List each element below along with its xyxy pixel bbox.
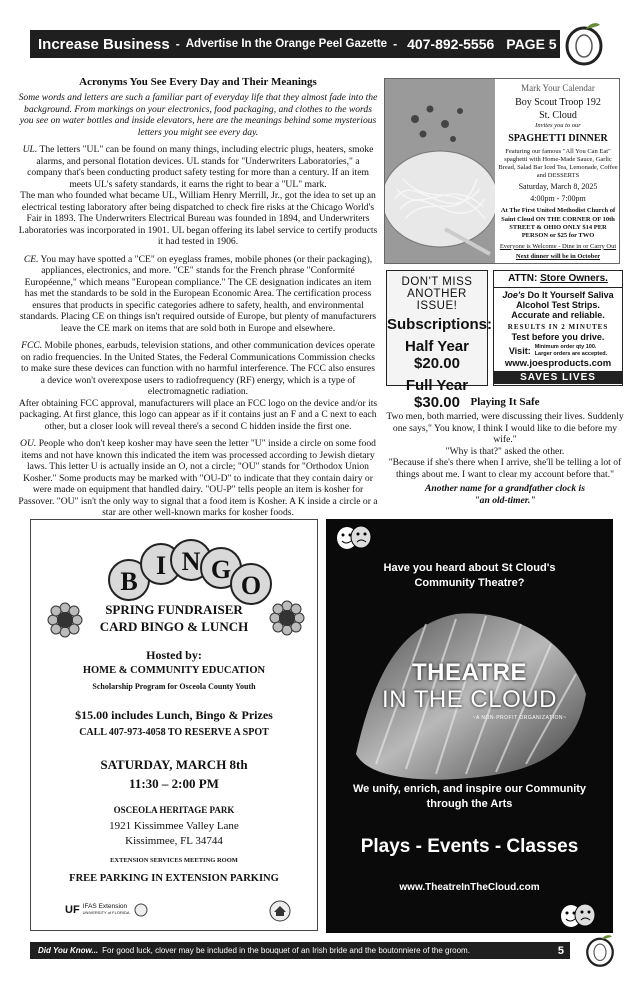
seal-icon: [134, 903, 148, 917]
header-separator: -: [175, 37, 180, 51]
spaghetti-photo: [385, 79, 495, 264]
orange-peel-logo-icon: [582, 932, 618, 968]
bingo-ball-letter: N: [181, 547, 201, 576]
bingo-ball-letter: B: [120, 567, 138, 596]
bingo-ball-letter: O: [240, 571, 262, 600]
footer-page-number: 5: [557, 944, 564, 957]
spaghetti-ad-text: Mark Your Calendar Boy Scout Troop 192 St. Cloud Invites you to our SPAGHETTI DINNER Featuring our famous "All You Can Eat" spaghetti with Home-Made Sauce, Garlic Bread, Salad Bar Iced Tea, Lemonade, Coffee and DESSERTS Saturday, March 8, 2025 4:00pm - 7:00pm At The First United Methodist Church of Saint Cloud ON THE CORNER OF 10th STREET & OHIO ONLY $14 PER PERSON or $25 for TWO Everyone is Welcome - Dine in or Carry Out Next dinner will be in October: [497, 83, 619, 264]
theatre-website: www.TheatreInTheCloud.com: [399, 882, 540, 893]
orange-peel-logo-icon: [560, 20, 608, 66]
bingo-balls: [31, 528, 317, 608]
joke-title: Playing It Safe: [470, 396, 540, 408]
home-community-logo-icon: [269, 900, 291, 922]
header-separator: -: [393, 37, 398, 51]
header-advertise: Advertise In the Orange Peel Gazette: [185, 38, 388, 50]
article-fcc: FCC. Mobile phones, earbuds, television stations, and other communication devices operate on radio frequencies. In the United States, the Federal Communications Commission checks to make sure these devices can function with no harmful interference. The FCC also ensures a device won't overexpose users to radiofrequency (RF) energy, which is a type of electromagnetic radiation. After obtaining FCC approval, manufacturers will place an FCC logo on the device and/or its packaging. At first glance, this logo can appear as if it contains just an F and a C next to each other, but a closer look will reveal there's a second C hidden inside the first one.: [18, 340, 378, 432]
bingo-fundraiser-ad: B I N G O SPRING FUNDRAISER CARD BINGO & LUNCH Hosted by: HOME & COMMUNITY EDUCATION Scholarship Program for Osceola County Youth $15.00 includes Lunch, Bingo & Prizes CALL 407-973-4058 TO RESERVE A SPOT SATURDAY, MARCH 8th 11:30 – 2:00 PM OSCEOLA HERITAGE PARK 1921 Kissimmee Valley Lane Kissimmee, FL 34744 EXTENSION SERVICES MEETING ROOM FREE PARKING IN EXTENSION PARKING UF IFAS Extension UNIVERSITY of FLORIDA: [30, 519, 318, 931]
footer-did-you-know: Did You Know...: [38, 946, 99, 955]
header-phone: 407-892-5556: [407, 36, 495, 52]
article-ou: OU. People who don't keep kosher may have seen the letter "U" inside a circle on some food items and not have known this indicated the item was processed according to Jewish dietary laws. This letter U is actually inside an O, not a circle; "OU" stands for "Orthodox Union Kosher." Some products may be marked with "OU-D" to indicate that they contain dairy or were made on equipment that handled dairy. "OU-P" tells people an item is kosher for Passover. "OU" isn't the only way to signal that a food item is Kosher. A K inside a circle or a star are other well-known marks for kosher foods.: [18, 438, 378, 519]
bingo-ball-letter: G: [210, 555, 232, 584]
joes-website: www.joesproducts.com: [504, 358, 612, 370]
spaghetti-dinner-ad: [384, 78, 620, 264]
theatre-masks-icon: [334, 525, 374, 551]
uf-ifas-logo: UF IFAS Extension UNIVERSITY of FLORIDA: [65, 903, 148, 917]
subscription-ad: DON'T MISS ANOTHER ISSUE! Subscriptions: Half Year $20.00 Full Year $30.00: [386, 270, 488, 386]
header-bar: [30, 30, 560, 58]
footer-bar: [30, 942, 570, 959]
joes-saliva-test-ad: ATTN: Store Owners. Joe's Do It Yourself Saliva Alcohol Test Strips. Accurate and reliable. RESULTS IN 2 MINUTES Test before you drive. Visit: Minimum order qty 100. Larger orders are accepted. www.joesproducts.com SAVES LIVES: [493, 270, 623, 386]
acronyms-article: [18, 76, 378, 525]
bingo-ball-letter: I: [155, 551, 167, 580]
footer-fact: For good luck, clover may be included in the bouquet of an Irish bride and the boutonniere of the groom.: [102, 946, 470, 955]
article-intro: Some words and letters are such a familiar part of everyday life that they almost fade into the background. From markings on your electronics, food packaging, and clothes to the words you see on water bottles and inside elevators, here are the meanings behind some mysterious letters you might see every day.: [18, 92, 378, 138]
playing-it-safe-joke: Playing It Safe Two men, both married, were discussing their lives. Suddenly one says," You know, I think I would like to die before my wife." "Why is that?" asked the other. "Because if she's there when I arrive, she'll be telling a lot of things about me. I want to clear my account before that." Another name for a grandfather clock is "an old-timer.": [386, 396, 624, 506]
article-ul: UL. The letters "UL" can be found on many things, including electric plugs, heaters, smoke alarms, and personal flotation devices. UL stands for "Underwriters Laboratories," a company that's been conducting product safety testing for more than a century. If an item meets UL's safety standards, it earns the right to bear a "UL" mark. The man who founded what became UL, William Henry Merrill, Jr., got the idea to set up an electrical testing laboratory after being dispatched to check fire risks at the Chicago World's Fair in 1893. The Underwriters Electrical Bureau was founded in 1894, and Underwriters Laboratories was incorporated in 1901. UL began offering its label service to certify products it had tested in 1906.: [18, 144, 378, 248]
theatre-masks-icon: [558, 903, 598, 929]
article-ce: CE. You may have spotted a "CE" on eyeglass frames, mobile phones (or their packaging), appliances, electronics, and more. "CE" stands for the French phrase "Conformité Européenne," which means "European compliance." The CE designation indicates an item has met the standards to be sold in the European Economic Area. The certification process ensures that products in specific categories adhere to safety, health, and environmental standards. Placing CE on things isn't required outside of Europe, but plenty of manufacturers leave the CE mark on items that are sold both in Europe and elsewhere.: [19, 253, 377, 334]
header-business: Increase Business: [38, 35, 170, 53]
header-page: PAGE 5: [506, 36, 557, 52]
theatre-in-the-cloud-ad: Have you heard about St Cloud's Community Theatre? THEATRE IN THE CLOUD ~A NON-PROFIT ORGANIZATION~ We unify, enrich, and inspire our Community through the Arts Plays - Events - Classes www.TheatreInTheCloud.com: [326, 519, 613, 933]
article-title: Acronyms You See Every Day and Their Meanings: [79, 76, 317, 88]
